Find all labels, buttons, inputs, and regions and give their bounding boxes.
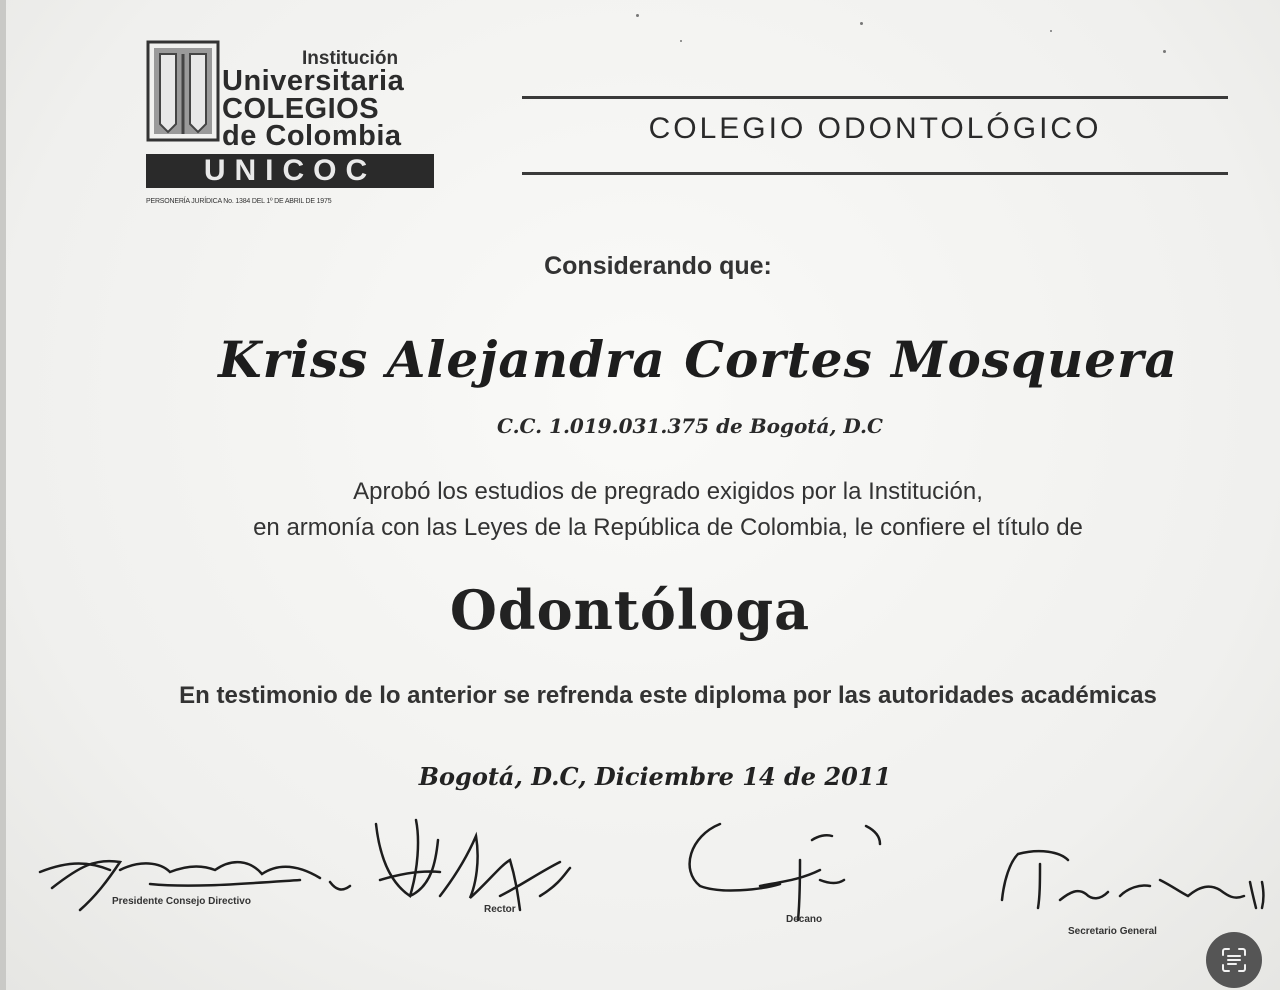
scan-speck (860, 22, 863, 25)
text-scan-icon (1220, 946, 1248, 974)
acronym-text: UNICOC (203, 154, 377, 187)
label-decano: Decano (786, 914, 823, 925)
aprobo-line-2: en armonía con las Leyes de la República de Colombia, le confiere el título de (253, 514, 1083, 541)
institution-name (222, 50, 404, 151)
signature-decano (690, 824, 880, 920)
text-scan-button[interactable] (1206, 932, 1262, 988)
signature-rector (376, 820, 570, 910)
logo-line-colegios: COLEGIOS (222, 92, 380, 125)
scan-speck (1050, 30, 1052, 32)
scan-speck (636, 14, 639, 17)
logo-line-institucion: Institución (302, 48, 399, 69)
id-number: C.C. 1.019.031.375 de Bogotá, D.C (497, 414, 883, 438)
signatures-area (0, 800, 1280, 990)
header-rule-bottom (522, 172, 1228, 175)
degree-title: Odontóloga (449, 578, 811, 642)
signature-secretario (1002, 851, 1264, 908)
considerando-heading: Considerando que: (544, 252, 772, 280)
logo-line-colombia: de Colombia (222, 120, 402, 153)
issue-date: Bogotá, D.C, Diciembre 14 de 2011 (418, 762, 892, 791)
scan-speck (680, 40, 682, 42)
aprobo-line-1: Aprobó los estudios de pregrado exigidos por la Institución, (353, 478, 983, 505)
logo-line-universitaria: Universitaria (222, 65, 405, 98)
label-secretario: Secretario General (1068, 926, 1157, 937)
header-rule-top (522, 96, 1228, 99)
testimonio-text: En testimonio de lo anterior se refrenda este diploma por las autoridades académicas (179, 682, 1157, 709)
unicoc-logo-icon (146, 40, 222, 146)
graduate-name: Kriss Alejandra Cortes Mosquera (218, 330, 1178, 389)
label-rector: Rector (484, 904, 516, 915)
scan-speck (1163, 50, 1166, 53)
colegio-title: COLEGIO ODONTOLÓGICO (648, 112, 1102, 145)
personeria-juridica: PERSONERÍA JURÍDICA No. 1384 DEL 1º DE ABRIL DE 1975 (146, 198, 332, 205)
label-presidente: Presidente Consejo Directivo (112, 896, 251, 907)
